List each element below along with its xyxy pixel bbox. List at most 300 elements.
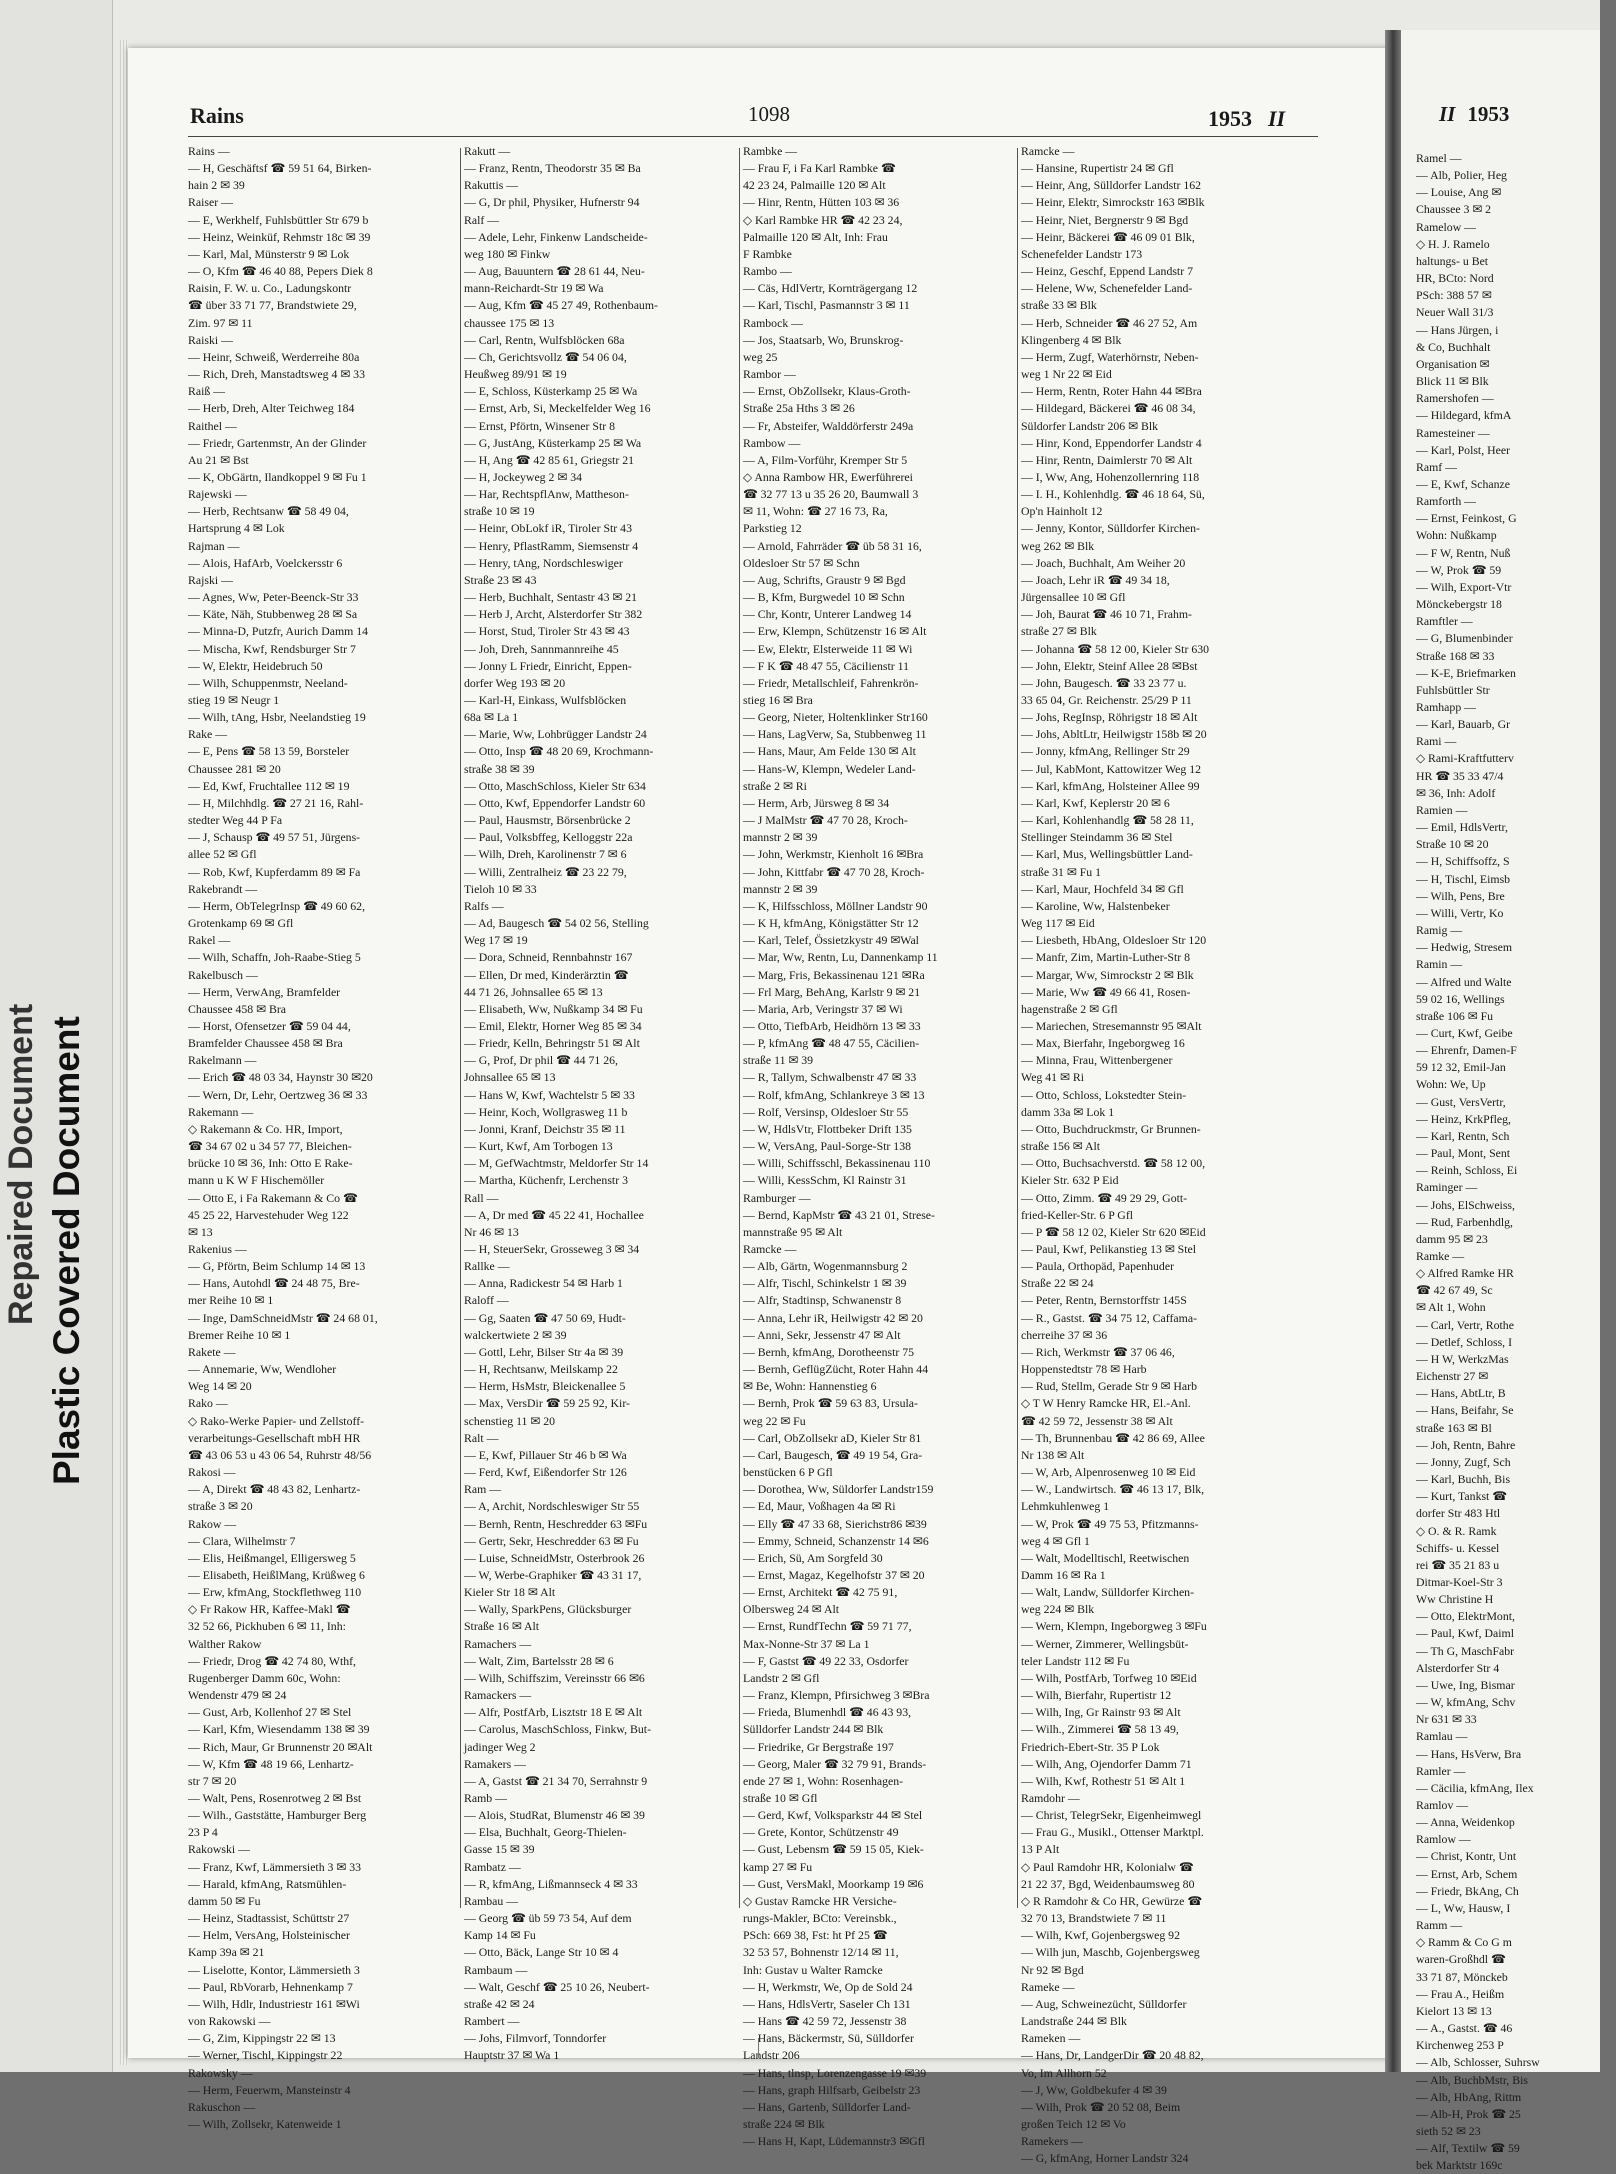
directory-entry-line: — Agnes, Ww, Peter-Beenck-Str 33 [188,590,359,605]
directory-entry-line: stieg 16 ✉ Bra [743,693,813,707]
directory-entry-line: — Fr, Absteifer, Walddörferstr 249a [743,418,914,433]
directory-entry-line: — Karl, Kwf, Keplerstr 20 ✉ 6 [1021,795,1170,810]
directory-entry-line: — W, HdlsVtr, Flottbeker Drift 135 [743,1121,912,1136]
directory-entry-line: Ramftler — [1416,614,1473,629]
directory-entry-line: — Herm, Zugf, Waterhörnstr, Neben- [1021,349,1199,364]
directory-entry-line: — Alois, StudRat, Blumenstr 46 ✉ 39 [464,1808,645,1823]
directory-entry-line: 32 53 57, Bohnenstr 12/14 ✉ 11, [743,1945,899,1960]
directory-entry-line: — Ed, Maur, Voßhagen 4a ✉ Ri [743,1499,896,1514]
directory-entry-line: — Helm, VersAng, Holsteinischer [188,1928,350,1943]
directory-entry-line: — Friedr, Drog ☎ 42 74 80, Wthf, [188,1653,357,1668]
directory-entry-line: mannstr 2 ✉ 39 [743,830,818,845]
directory-entry-line: Rambatz — [464,1859,521,1874]
directory-entry-line: — Rich, Maur, Gr Brunnenstr 20 ✉Alt [188,1739,373,1754]
directory-entry-line: — Joh, Baurat ☎ 46 10 71, Frahm- [1021,607,1192,622]
directory-entry-line: Hartsprung 4 ✉ Lok [188,521,285,536]
directory-entry-line: Straße 168 ✉ 33 [1416,648,1495,663]
directory-entry-line: — Anna, Lehr iR, Heilwigstr 42 ✉ 20 [743,1310,923,1325]
directory-entry-line: — Rud, Stellm, Gerade Str 9 ✉ Harb [1021,1379,1197,1394]
directory-entry-line: — Wilh, Bierfahr, Rupertistr 12 [1021,1688,1172,1703]
directory-entry-line: — Wally, SparkPens, Glücksburger [464,1602,632,1617]
directory-entry-line: — Jonny, kfmAng, Rellinger Str 29 [1021,744,1190,759]
directory-entry-line: — Aug, Bauuntern ☎ 28 61 44, Neu- [464,264,645,279]
directory-entry-line: Nr 92 ✉ Bgd [1021,1962,1084,1977]
directory-entry-line: — Walt, Landw, Sülldorfer Kirchen- [1021,1585,1195,1600]
directory-entry-line: Palmaille 120 ✉ Alt, Inh: Frau [743,229,888,244]
directory-entry-line: — Karl-H, Einkass, Wulfsblöcken [464,693,627,707]
directory-entry-line: — Werner, Zimmerer, Wellingsbüt- [1021,1636,1189,1651]
directory-entry-line: — Hedwig, Stresem [1416,940,1512,955]
directory-entry-line: — E, Kwf, Pillauer Str 46 b ✉ Wa [464,1447,627,1462]
directory-entry-line: — Otto, Buchsachverstd. ☎ 58 12 00, [1021,1156,1206,1171]
directory-entry-line: teler Landstr 112 ✉ Fu [1021,1653,1130,1668]
directory-entry-line: — Walt, Pens, Rosenrotweg 2 ✉ Bst [188,1791,362,1805]
directory-entry-line: Rakuttis — [464,178,519,193]
directory-entry-line: — G, kfmAng, Horner Landstr 324 [1021,2151,1189,2166]
directory-entry-line: Alsterdorfer Str 4 [1416,1660,1500,1675]
directory-entry-line: Raisin, F. W. u. Co., Ladungskontr [188,281,352,296]
directory-entry-line: — Gust, Lebensm ☎ 59 15 05, Kiek- [743,1842,924,1857]
directory-entry-line: fried-Keller-Str. 6 P Gfl [1021,1207,1134,1222]
directory-entry-line: — M, GefWachtmstr, Meldorfer Str 14 [464,1156,649,1171]
directory-entry-line: — Johanna ☎ 58 12 00, Kieler Str 630 [1021,641,1210,656]
directory-entry-line: — Elis, Heißmangel, Elligersweg 5 [188,1550,356,1565]
directory-entry-line: — K-E, Briefmarken [1416,665,1516,680]
directory-entry-line: ◇ H. J. Ramelo [1416,236,1490,251]
directory-entry-line: — Marie, Ww, Lohbrügger Landstr 24 [464,727,647,742]
directory-entry-line: Schiffs- u. Kessel [1416,1540,1500,1555]
directory-entry-line: straße 10 ✉ Gfl [743,1791,818,1805]
directory-entry-line: — Wilh, Schiffszim, Vereinsstr 66 ✉6 [464,1670,645,1685]
directory-entry-line: Ramelow — [1416,219,1476,234]
directory-entry-line: Sülldorfer Landstr 244 ✉ Blk [743,1722,884,1737]
directory-entry-line: — John, Baugesch. ☎ 33 23 77 u. [1021,675,1187,690]
directory-entry-line: — Herb, Buchhalt, Sentastr 43 ✉ 21 [464,590,638,605]
directory-entry-line: walckertwiete 2 ✉ 39 [464,1327,567,1342]
directory-entry-line: — Liselotte, Kontor, Lämmersieth 3 [188,1962,360,1977]
directory-entry-line: — Carl, ObZollsekr aD, Kieler Str 81 [743,1430,922,1445]
directory-entry-line: ✉ 36, Inh: Adolf [1416,785,1496,800]
directory-entry-line: — Frl Marg, BehAng, Karlstr 9 ✉ 21 [743,984,921,999]
directory-entry-line: Rakow — [188,1516,237,1531]
directory-entry-line: hain 2 ✉ 39 [188,178,245,193]
directory-entry-line: — Frau G., Musikl., Ottenser Marktpl. [1021,1825,1204,1840]
directory-entry-line: — Hinr, Rentn, Daimlerstr 70 ✉ Alt [1021,452,1193,467]
directory-entry-line: — Ernst, Architekt ☎ 42 75 91, [743,1585,898,1600]
directory-entry-line: — Henry, tAng, Nordschleswiger [464,555,623,570]
page-stack-edge [120,40,128,2065]
directory-entry-line: dorfer Str 483 Htl [1416,1506,1501,1521]
directory-entry-line: Ramcke — [743,1242,797,1256]
directory-entry-line: Parkstieg 12 [743,521,802,536]
directory-entry-line: Straße 25a Hths 3 ✉ 26 [743,401,855,416]
directory-entry-line: — Herm, Rentn, Roter Hahn 44 ✉Bra [1021,384,1202,399]
directory-entry-line: — Alb, Polier, Heg [1416,168,1507,183]
directory-entry-line: — Joh, Rentn, Bahre [1416,1437,1516,1452]
directory-entry-line: Ramm — [1416,1918,1463,1933]
directory-entry-line: Bramfelder Chaussee 458 ✉ Bra [188,1036,343,1051]
book-gutter [1385,30,1401,2072]
directory-entry-line: — B, Kfm, Burgwedel 10 ✉ Schn [743,590,905,605]
directory-entry-line: Kielort 13 ✉ 13 [1416,2003,1492,2018]
directory-entry-line: — Mischa, Kwf, Rendsburger Str 7 [188,641,356,656]
directory-entry-line: Rains — [188,144,230,158]
directory-entry-line: Klingenberg 4 ✉ Blk [1021,332,1122,347]
header-rule [188,136,1318,137]
directory-entry-line: Rakemann — [188,1104,254,1119]
directory-entry-line: Friedrich-Ebert-Str. 35 P Lok [1021,1739,1160,1754]
directory-entry-line: — Gg, Saaten ☎ 47 50 69, Hudt- [464,1310,626,1325]
directory-entry-line: Rallke — [464,1259,510,1274]
directory-entry-line: Inh: Gustav u Walter Ramcke [743,1962,883,1977]
directory-entry-line: — John, Kittfabr ☎ 47 70 28, Kroch- [743,864,925,879]
directory-entry-line: Ramforth — [1416,494,1476,509]
directory-entry-line: Rakebrandt — [188,881,258,896]
directory-entry-line: — A., Gastst. ☎ 46 [1416,2021,1513,2036]
directory-entry-line: — Th, Brunnenbau ☎ 42 86 69, Allee [1021,1430,1205,1445]
directory-entry-line: kamp 27 ✉ Fu [743,1859,813,1874]
directory-entry-line: Landstraße 244 ✉ Blk [1021,2014,1127,2029]
directory-entry-line: — W, Elektr, Heidebruch 50 [188,658,323,673]
plastic-covered-label: Plastic Covered Document [46,1016,87,1485]
directory-entry-line: — Heinr, Ang, Sülldorfer Landstr 162 [1021,178,1202,193]
directory-entry-line: Ralfs — [464,898,504,913]
directory-entry-line: — Karl, kfmAng, Holsteiner Allee 99 [1021,778,1200,793]
directory-entry-line: HR, BCto: Nord [1416,271,1494,286]
directory-entry-line: Ramlau — [1416,1729,1468,1744]
directory-entry-line: Ramershofen — [1416,391,1494,406]
directory-entry-line: — Inge, DamSchneidMstr ☎ 24 68 01, [188,1310,378,1325]
directory-entry-line: — Marg, Fris, Bekassinenau 121 ✉Ra [743,967,925,982]
directory-entry-line: — Alb, Gärtn, Wogenmannsburg 2 [743,1259,908,1274]
directory-entry-line: — Alois, HafArb, Voelckersstr 6 [188,555,343,570]
directory-entry-line: — Horst, Ofensetzer ☎ 59 04 44, [188,1018,351,1033]
directory-entry-line: — Gertr, Sekr, Heschredder 63 ✉ Fu [464,1533,639,1548]
directory-entry-line: — Uwe, Ing, Bismar [1416,1677,1515,1692]
directory-entry-line: ◇ Rami-Kraftfutterv [1416,751,1514,766]
directory-entry-line: Ramin — [1416,957,1463,972]
directory-entry-line: straße 38 ✉ 39 [464,761,535,776]
directory-entry-line: — Alb, HbAng, Rittm [1416,2089,1522,2104]
directory-entry-line: — A, Film-Vorführ, Kremper Str 5 [743,452,908,467]
directory-entry-line: — Wilh jun, Maschb, Gojenbergsweg [1021,1945,1200,1960]
directory-entry-line: — Curt, Kwf, Geibe [1416,1025,1513,1040]
directory-entry-line: straße 31 ✉ Fu 1 [1021,864,1102,879]
directory-entry-line: von Rakowski — [188,2014,271,2029]
directory-entry-line: — Emil, HdlsVertr, [1416,820,1508,835]
directory-entry-line: Walther Rakow [188,1636,262,1651]
directory-entry-line: — Gerd, Kwf, Volksparkstr 44 ✉ Stel [743,1808,923,1823]
directory-entry-line: ☎ über 33 71 77, Brandstwiete 29, [188,298,357,313]
directory-entry-line: Rakenius — [188,1242,247,1256]
directory-entry-line: — Ernst, Arb, Si, Meckelfelder Weg 16 [464,401,651,416]
directory-entry-line: Fuhlsbüttler Str [1416,682,1490,697]
directory-entry-line: weg 22 ✉ Fu [743,1413,806,1428]
directory-entry-line: — Paul, Volksbffeg, Kelloggstr 22a [464,830,633,845]
directory-entry-line: — Wern, Dr, Lehr, Oertzweg 36 ✉ 33 [188,1087,368,1102]
directory-entry-line: verarbeitungs-Gesellschaft mbH HR [188,1430,361,1445]
directory-entry-line: chaussee 175 ✉ 13 [464,315,555,330]
directory-entry-line: bek Marktstr 169c [1416,2158,1503,2173]
facing-page-column [1416,150,1616,2174]
directory-entry-line: mann-Reichardt-Str 19 ✉ Wa [464,281,604,296]
facing-year: 1953 [1467,102,1510,126]
directory-entry-line: 42 23 24, Palmaille 120 ✉ Alt [743,178,886,193]
directory-entry-line: Rakowski — [188,1842,250,1857]
directory-entry-line: großen Teich 12 ✉ Vo [1021,2116,1126,2131]
directory-entry-line: 59 12 32, Emil-Jan [1416,1060,1506,1075]
directory-entry-line: ✉ Alt 1, Wohn [1416,1300,1486,1315]
directory-entry-line: — Luise, SchneidMstr, Osterbrook 26 [464,1550,645,1565]
directory-entry-line: — Henry, PflastRamm, Siemsenstr 4 [464,538,639,553]
directory-entry-line: Rameken — [1021,2031,1081,2046]
directory-entry-line: — Gust, VersMakl, Moorkamp 19 ✉6 [743,1876,924,1891]
directory-entry-line: — Ernst, Arb, Schem [1416,1866,1518,1881]
directory-entry-line: mer Reihe 10 ✉ 1 [188,1293,274,1308]
directory-entry-line: — W, VersAng, Paul-Sorge-Str 138 [743,1139,912,1154]
directory-entry-line: weg 262 ✉ Blk [1021,538,1095,553]
directory-entry-line: — Aug, Schrifts, Graustr 9 ✉ Bgd [743,572,906,587]
directory-entry-line: — K, ObGärtn, Ilandkoppel 9 ✉ Fu 1 [188,469,367,484]
directory-entry-line: Oldesloer Str 57 ✉ Schn [743,555,860,570]
directory-entry-line: ◇ Anna Rambow HR, Ewerführerei [743,469,913,484]
directory-entry-line: — Paul, Kwf, Pelikanstieg 13 ✉ Stel [1021,1242,1197,1256]
directory-entry-line: — Otto, Schloss, Lokstedter Stein- [1021,1087,1187,1102]
directory-entry-line: — G, Prof, Dr phil ☎ 44 71 26, [464,1053,618,1068]
directory-entry-line: Ramlow — [1416,1832,1471,1847]
directory-entry-line: cherreihe 37 ✉ 36 [1021,1327,1108,1342]
directory-entry-line: — Johs, Filmvorf, Tonndorfer [464,2031,607,2046]
directory-entry-line: — Werner, Tischl, Kippingstr 22 [188,2048,343,2063]
directory-entry-line: — I. H., Kohlenhdlg. ☎ 46 18 64, Sü, [1021,487,1205,502]
directory-entry-line: — Rob, Kwf, Kupferdamm 89 ✉ Fa [188,864,361,879]
directory-entry-line: Chaussee 281 ✉ 20 [188,761,281,776]
directory-entry-line: Rambke — [743,144,798,158]
directory-entry-line: ✉ 13 [188,1224,213,1239]
directory-entry-line: Weg 117 ✉ Eid [1021,916,1095,931]
directory-entry-line: damm 50 ✉ Fu [188,1893,261,1908]
directory-entry-line: — Willi, Schiffsschl, Bekassinenau 110 [743,1156,931,1171]
directory-entry-line: Ralf — [464,212,500,227]
directory-entry-line: Rakutt — [464,144,511,158]
directory-entry-line: — Bernh, GeflügZücht, Roter Hahn 44 [743,1362,929,1377]
directory-entry-line: — Karl, Rentn, Sch [1416,1128,1510,1143]
directory-entry-line: Weg 14 ✉ 20 [188,1379,252,1394]
directory-entry-line: — Wilh, PostfArb, Torfweg 10 ✉Eid [1021,1670,1197,1685]
directory-entry-line: Nr 138 ✉ Alt [1021,1447,1085,1462]
directory-entry-line: — Hans, Beifahr, Se [1416,1403,1514,1418]
directory-entry-line: Vo, Im Allhorn 52 [1021,2065,1107,2080]
year-label: 1953 [1208,106,1252,131]
page-running-head: Rains [190,103,244,128]
facing-page [1401,30,1600,2173]
directory-entry-line: Kieler Str. 632 P Eid [1021,1173,1119,1188]
column-4 [1021,143,1319,2167]
directory-entry-line: 59 02 16, Wellings [1416,991,1505,1006]
directory-entry-line: — Ew, Elektr, Elsterweide 11 ✉ Wi [743,641,913,656]
directory-entry-line: — Ed, Kwf, Fruchtallee 112 ✉ 19 [188,778,350,793]
directory-entry-line: — Heinr, Schweiß, Werderreihe 80a [188,349,360,364]
directory-entry-line: — Frau F, i Fa Karl Rambke ☎ [743,161,896,176]
directory-entry-line: — Annemarie, Ww, Wendloher [188,1362,337,1377]
directory-entry-line: mannstraße 95 ✉ Alt [743,1224,843,1239]
directory-entry-line: Jürgensallee 10 ✉ Gfl [1021,590,1126,605]
directory-entry-line: straße 33 ✉ Blk [1021,298,1097,313]
directory-entry-line: — G, Pförtn, Beim Schlump 14 ✉ 13 [188,1259,366,1274]
directory-entry-line: 44 71 26, Johnsallee 65 ✉ 13 [464,984,603,999]
directory-entry-line: — Manfr, Zim, Martin-Luther-Str 8 [1021,950,1190,965]
directory-entry-line: — Heinr, Niet, Bergnerstr 9 ✉ Bgd [1021,212,1189,227]
directory-entry-line: — Ellen, Dr med, Kinderärztin ☎ [464,967,629,982]
directory-entry-line: — Wilh, Dreh, Karolinenstr 7 ✉ 6 [464,847,627,862]
directory-entry-line: damm 95 ✉ 23 [1416,1231,1488,1246]
directory-entry-line: — Georg, Maler ☎ 32 79 91, Brands- [743,1756,927,1771]
directory-entry-line: — Franz, Kwf, Lämmersieth 3 ✉ 33 [188,1859,362,1874]
directory-entry-line: — Karl, Bauarb, Gr [1416,717,1511,732]
directory-entry-line: — Marie, Ww ☎ 49 66 41, Rosen- [1021,984,1191,999]
directory-entry-line: — Erw, kfmAng, Stockflethweg 110 [188,1585,362,1600]
directory-entry-line: — K, Hilfsschloss, Möllner Landstr 90 [743,898,928,913]
directory-entry-line: — Horst, Stud, Tiroler Str 43 ✉ 43 [464,624,630,639]
directory-entry-line: — Karl, Maur, Hochfeld 34 ✉ Gfl [1021,881,1184,896]
directory-entry-line: — A, Gastst ☎ 21 34 70, Serrahnstr 9 [464,1773,648,1788]
directory-entry-line: Olbersweg 24 ✉ Alt [743,1602,840,1617]
directory-entry-line: — Herb, Schneider ☎ 46 27 52, Am [1021,315,1198,330]
directory-entry-line: — John, Werkmstr, Kienholt 16 ✉Bra [743,847,924,862]
directory-entry-line: straße 2 ✉ Ri [743,778,807,793]
directory-entry-line: ◇ T W Henry Ramcke HR, El.-Anl. [1021,1396,1191,1411]
directory-entry-line: — G, JustAng, Küsterkamp 25 ✉ Wa [464,435,642,450]
directory-entry-line: Straße 23 ✉ 43 [464,572,537,587]
directory-entry-line: — Gust, VersVertr, [1416,1094,1506,1109]
directory-entry-line: — Herb, Rechtsanw ☎ 58 49 04, [188,504,349,519]
directory-entry-line: haltungs- u Bet [1416,253,1489,268]
directory-entry-line: PSch: 388 57 ✉ [1416,288,1492,303]
column-3 [743,143,1015,2150]
directory-entry-line: Ramlov — [1416,1798,1469,1812]
directory-entry-line: Süldorfer Landstr 206 ✉ Blk [1021,418,1159,433]
directory-entry-line: ☎ 34 67 02 u 34 57 77, Bleichen- [188,1139,352,1154]
directory-entry-line: — Bernh, Prok ☎ 59 63 83, Ursula- [743,1396,918,1411]
directory-entry-line: Raithel — [188,418,237,433]
directory-entry-line: — Christ, Kontr, Unt [1416,1849,1517,1864]
directory-entry-line: — Dorothea, Ww, Süldorfer Landstr159 [743,1482,934,1497]
directory-entry-line: mann u K W F Hischemöller [188,1173,325,1188]
facing-volume-roman: II [1439,102,1456,126]
directory-entry-line: Lehmkuhlenweg 1 [1021,1499,1110,1514]
directory-entry-line: — Ferd, Kwf, Eißendorfer Str 126 [464,1465,627,1480]
directory-entry-line: — J MalMstr ☎ 47 70 28, Kroch- [743,813,908,828]
directory-entry-line: straße 11 ✉ 39 [743,1053,814,1068]
directory-entry-line: Ramesteiner — [1416,425,1490,440]
directory-entry-line: — Jonny L Friedr, Einricht, Eppen- [464,658,632,673]
directory-entry-line: — Th G, MaschFabr [1416,1643,1515,1658]
directory-entry-line: — Jul, KabMont, Kattowitzer Weg 12 [1021,761,1202,776]
directory-entry-line: — Alb, Schlosser, Suhrsw [1416,2055,1540,2070]
directory-entry-line: — Paul, Kwf, Daiml [1416,1626,1514,1641]
directory-entry-line: ◇ Fr Rakow HR, Kaffee-Makl ☎ [188,1602,351,1617]
directory-entry-line: PSch: 669 38, Fst: ht Pf 25 ☎ [743,1928,888,1943]
directory-entry-line: — Jonny, Zugf, Sch [1416,1454,1511,1469]
column-divider [739,148,740,1908]
directory-entry-line: 32 70 13, Brandstwiete 7 ✉ 11 [1021,1911,1167,1926]
directory-entry-line: — Wilh, Ang, Ojendorfer Damm 71 [1021,1756,1192,1771]
directory-entry-line: Rambock — [743,315,803,330]
directory-entry-line: — Hansine, Rupertistr 24 ✉ Gfl [1021,161,1174,176]
directory-entry-line: — Carl, Rentn, Wulfsblöcken 68a [464,332,625,347]
directory-entry-line: — J, Ww, Goldbekufer 4 ✉ 39 [1021,2082,1167,2097]
directory-entry-line: — E, Werkhelf, Fuhlsbüttler Str 679 b [188,212,369,227]
directory-entry-line: Stellinger Steindamm 36 ✉ Stel [1021,830,1173,845]
directory-entry-line: ☎ 42 59 72, Jessenstr 38 ✉ Alt [1021,1413,1173,1428]
directory-entry-line: — W, Prok ☎ 49 75 53, Pfitzmanns- [1021,1516,1199,1531]
directory-entry-line: Nr 46 ✉ 13 [464,1224,519,1239]
directory-entry-line: Straße 22 ✉ 24 [1021,1276,1094,1291]
directory-entry-line: — Hans Jürgen, i [1416,322,1499,337]
directory-entry-line: — Wilh, Schuppenmstr, Neeland- [188,675,348,690]
directory-entry-line: Rakel — [188,933,231,948]
directory-entry-line: ◇ Karl Rambke HR ☎ 42 23 24, [743,212,903,227]
directory-entry-line: — Karl, Tischl, Pasmannstr 3 ✉ 11 [743,298,910,313]
directory-entry-line: Rakelbusch — [188,967,258,982]
directory-entry-line: Schenefelder Landstr 173 [1021,246,1143,261]
directory-entry-line: Raloff — [464,1293,509,1308]
directory-entry-line: Zim. 97 ✉ 11 [188,315,253,330]
directory-entry-line: — Joh, Dreh, Sannmannreihe 45 [464,641,619,656]
directory-entry-line: — Hans H, Kapt, Lüdemannstr3 ✉Gfl [743,2134,925,2149]
directory-entry-line: — Georg, Nieter, Holtenklinker Str160 [743,710,928,725]
directory-entry-line: — Johs, AbltLtr, Heilwigstr 158b ✉ 20 [1021,727,1207,742]
directory-entry-line: — Karl, Kohlenhandlg ☎ 58 28 11, [1021,813,1194,828]
directory-entry-line: Rambert — [464,2014,520,2029]
directory-entry-line: sieth 52 ✉ 23 [1416,2123,1481,2138]
directory-entry-line: — Maria, Arb, Veringstr 37 ✉ Wi [743,1001,903,1016]
directory-entry-line: — Heinr, ObLokf iR, Tiroler Str 43 [464,521,632,536]
directory-entry-line: Ramel — [1416,151,1462,165]
directory-entry-line: — Heinr, Koch, Wollgrasweg 11 b [464,1104,628,1119]
column-2 [464,143,738,2065]
directory-entry-line: waren-Großhdl ☎ [1416,1952,1506,1967]
directory-entry-line: — Franz, Klempn, Pfirsichweg 3 ✉Bra [743,1688,930,1703]
directory-entry-line: — Bernh, kfmAng, Dorotheenstr 75 [743,1344,915,1359]
directory-entry-line: — H, Jockeyweg 2 ✉ 34 [464,469,583,484]
directory-entry-line: Rall — [464,1190,499,1205]
directory-entry-line: Heußweg 89/91 ✉ 19 [464,367,567,382]
directory-entry-line: — Louise, Ang ✉ [1416,185,1502,200]
directory-entry-line: — Christ, TelegrSekr, Eigenheimwegl [1021,1808,1202,1823]
directory-entry-line: Grotenkamp 69 ✉ Gfl [188,916,294,931]
directory-entry-line: — Dora, Schneid, Rennbahnstr 167 [464,950,633,965]
directory-entry-line: — Otto, Kwf, Eppendorfer Landstr 60 [464,795,646,810]
directory-entry-line: — Mariechen, Stresemannstr 95 ✉Alt [1021,1018,1202,1033]
column-1 [188,143,458,2133]
directory-entry-line: — Willi, KessSchm, Kl Rainstr 31 [743,1173,907,1188]
directory-entry-line: — Ehrenfr, Damen-F [1416,1043,1517,1058]
directory-entry-line: — Karl, Polst, Heer [1416,442,1511,457]
directory-entry-line: Rajewski — [188,487,247,502]
directory-entry-line: & Co, Buchhalt [1416,339,1491,354]
directory-entry-line: — Jos, Staatsarb, Wo, Brunskrog- [743,332,904,347]
directory-entry-line: — Anna, Radickestr 54 ✉ Harb 1 [464,1276,623,1291]
directory-entry-line: — Wern, Klempn, Ingeborgweg 3 ✉Fu [1021,1619,1207,1634]
directory-entry-line: Rambow — [743,435,801,450]
directory-entry-line: Rameke — [1021,1979,1075,1994]
directory-entry-line: Raminger — [1416,1180,1478,1195]
directory-entry-line: — Grete, Kontor, Schützenstr 49 [743,1825,899,1840]
directory-entry-line: schenstieg 11 ✉ 20 [464,1413,556,1428]
directory-entry-line: — Hans, HdlsVertr, Saseler Ch 131 [743,1996,911,2011]
directory-entry-line: — Frieda, Blumenhdl ☎ 46 43 93, [743,1705,912,1720]
